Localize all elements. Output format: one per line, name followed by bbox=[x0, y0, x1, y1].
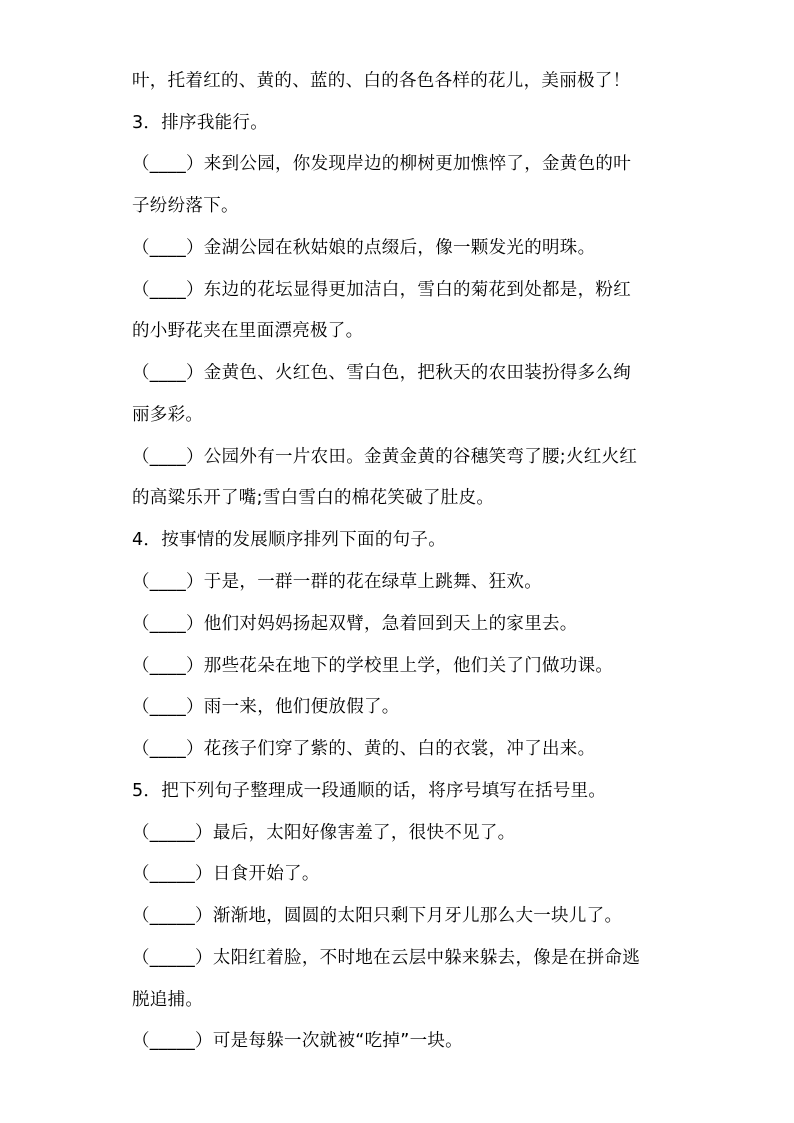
text-line: （____）于是，一群一群的花在绿草上跳舞、狂欢。 bbox=[132, 572, 542, 592]
text-line: （_____）最后，太阳好像害羞了，很快不见了。 bbox=[132, 823, 516, 843]
text-line: （_____）太阳红着脸，不时地在云层中躲来躲去，像是在拼命逃 bbox=[132, 948, 641, 968]
text-line: （_____）可是每躲一次就被“吃掉”一块。 bbox=[132, 1031, 463, 1051]
text-line: （____）公园外有一片农田。金黄金黄的谷穗笑弯了腰;火红火红 bbox=[132, 447, 638, 467]
text-line: 脱追捕。 bbox=[132, 990, 204, 1010]
text-line: （____）来到公园，你发现岸边的柳树更加憔悴了，金黄色的叶 bbox=[132, 154, 631, 174]
text-line: （____）金黄色、火红色、雪白色，把秋天的农田装扮得多么绚 bbox=[132, 363, 631, 383]
text-line: （____）金湖公园在秋姑娘的点缀后，像一颗发光的明珠。 bbox=[132, 238, 596, 258]
text-line: （____）那些花朵在地下的学校里上学，他们关了门做功课。 bbox=[132, 656, 614, 676]
text-line: 叶，托着红的、黄的、蓝的、白的各色各样的花儿，美丽极了！ bbox=[132, 71, 631, 91]
text-line: （____）东边的花坛显得更加洁白，雪白的菊花到处都是，粉红 bbox=[132, 280, 631, 300]
text-line: （____）雨一来，他们便放假了。 bbox=[132, 697, 400, 717]
text-line: 的小野花夹在里面漂亮极了。 bbox=[132, 321, 364, 341]
text-line: 的高粱乐开了嘴;雪白雪白的棉花笑破了肚皮。 bbox=[132, 488, 495, 508]
text-line: （_____）渐渐地，圆圆的太阳只剩下月牙儿那么大一块儿了。 bbox=[132, 906, 623, 926]
question-3-heading: 3．排序我能行。 bbox=[132, 113, 269, 133]
text-line: （_____）日食开始了。 bbox=[132, 864, 320, 884]
question-4-heading: 4．按事情的发展顺序排列下面的句子。 bbox=[132, 530, 447, 550]
text-line: （____）他们对妈妈扬起双臂，急着回到天上的家里去。 bbox=[132, 614, 578, 634]
text-line: 丽多彩。 bbox=[132, 405, 204, 425]
question-5-heading: 5．把下列句子整理成一段通顺的话，将序号填写在括号里。 bbox=[132, 781, 607, 801]
text-line: （____）花孩子们穿了紫的、黄的、白的衣裳，冲了出来。 bbox=[132, 739, 596, 759]
text-line: 子纷纷落下。 bbox=[132, 196, 239, 216]
